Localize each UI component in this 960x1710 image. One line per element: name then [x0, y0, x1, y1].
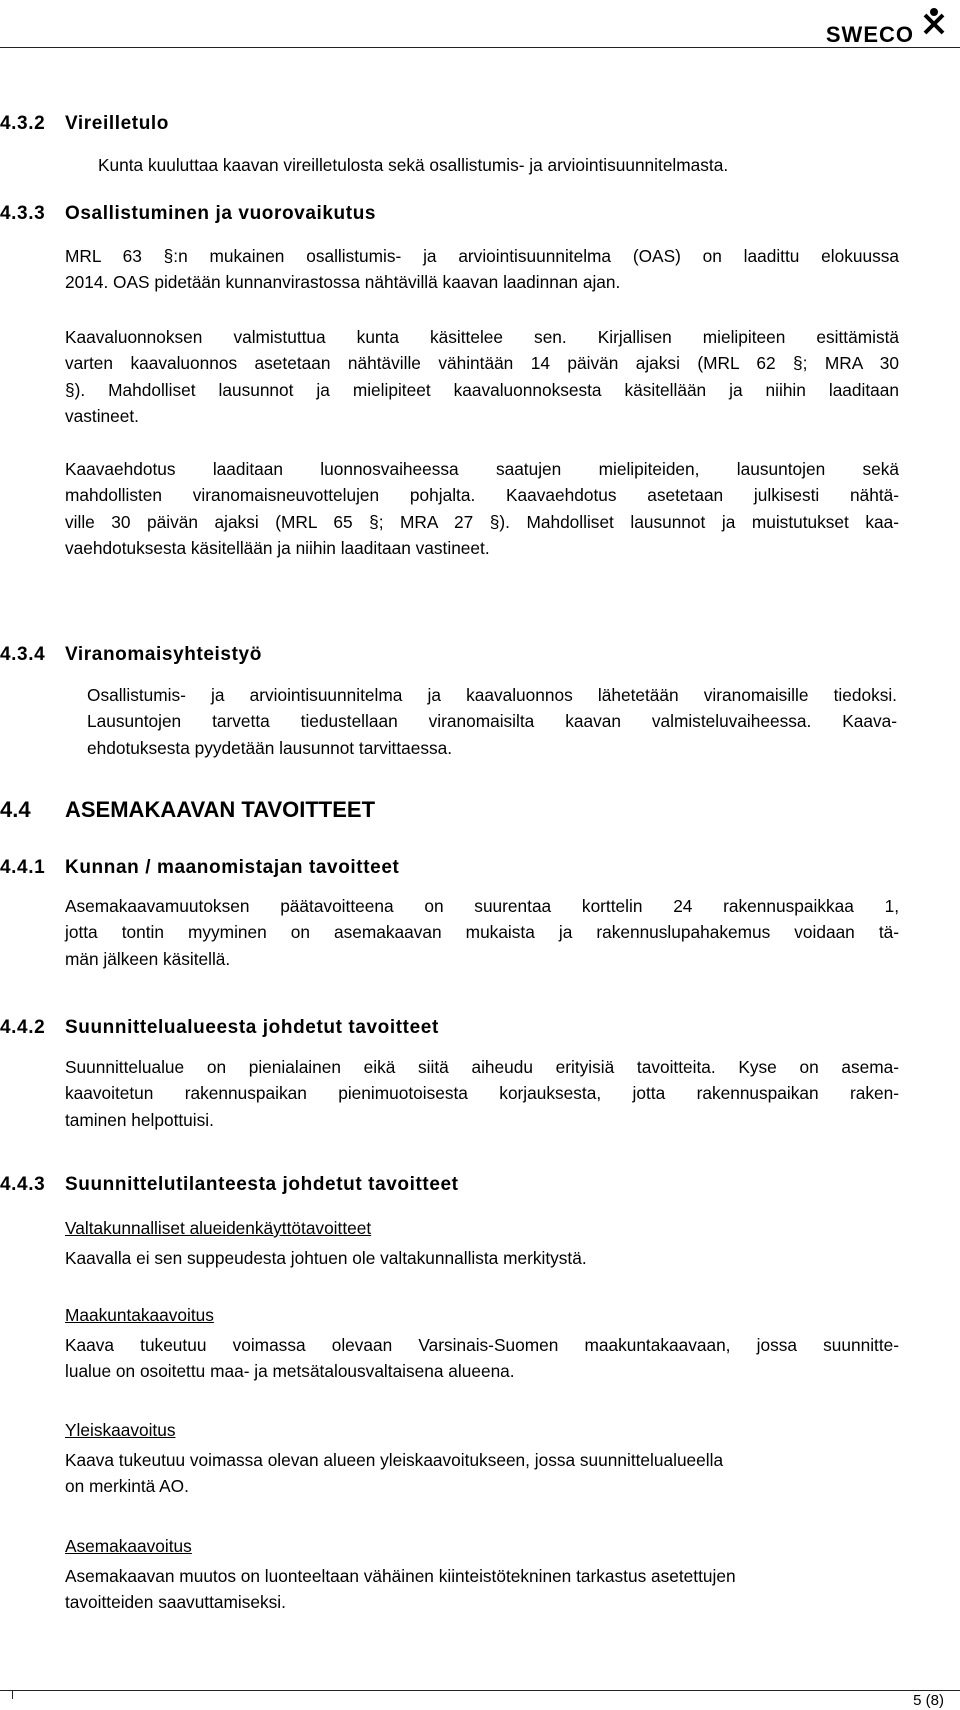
subheading-yleiskaavoitus: Yleiskaavoitus: [65, 1420, 176, 1440]
text-line: lualue on osoitettu maa- ja metsätalousvaltaisena alueena.: [65, 1361, 515, 1382]
section-number: 4.4.3: [0, 1174, 46, 1195]
paragraph: [65, 324, 899, 429]
text-line: Kaavalla ei sen suppeudesta johtuen ole valtakunnallista merkitystä.: [65, 1248, 587, 1268]
text-line: Kunta kuuluttaa kaavan vireilletulosta sekä osallistumis- ja arviointisuunnitelmasta.: [98, 155, 729, 175]
section-number: 4.3.4: [0, 644, 46, 665]
section-number: 4.3.3: [0, 203, 46, 224]
text-line: Suunnittelualue on pienialainen eikä siitä aiheudu erityisiä tavoitteita. Kyse on asema-: [65, 1057, 899, 1077]
text-line: Asemakaavamuutoksen päätavoitteena on suurentaa korttelin 24 rakennuspaikkaa 1,: [65, 896, 899, 916]
section-title: Kunnan / maanomistajan tavoitteet: [65, 857, 400, 878]
paragraph: [65, 1332, 899, 1385]
paragraph: [65, 1563, 899, 1616]
paragraph: [65, 893, 899, 972]
text-line: on merkintä AO.: [65, 1476, 189, 1497]
text-line: jotta tontin myyminen on asemakaavan mukaista ja rakennuslupahakemus voidaan tä-: [65, 922, 899, 943]
paragraph: [65, 456, 899, 561]
text-line: 2014. OAS pidetään kunnanvirastossa nähtävillä kaavan laadinnan ajan.: [65, 272, 621, 293]
text-line: MRL 63 §:n mukainen osallistumis- ja arviointisuunnitelma (OAS) on laadittu elokuussa: [65, 246, 899, 266]
page-number: 5 (8): [913, 1692, 944, 1709]
section-title: Suunnittelutilanteesta johdetut tavoitteet: [65, 1174, 459, 1195]
section-number: 4.3.2: [0, 113, 46, 134]
text-line: vastineet.: [65, 405, 139, 426]
sweco-emblem-icon: [916, 6, 952, 42]
text-line: mahdollisten viranomaisneuvottelujen pohjalta. Kaavaehdotus asetetaan julkisesti nähtä-: [65, 485, 899, 506]
text-line: Asemakaavan muutos on luonteeltaan vähäinen kiinteistötekninen tarkastus asetettujen: [65, 1566, 736, 1586]
text-line: Kaavaehdotus laaditaan luonnosvaiheessa saatujen mielipiteiden, lausuntojen sekä: [65, 459, 899, 479]
text-line: tavoitteiden saavuttamiseksi.: [65, 1592, 286, 1613]
heading-4-3-3: [0, 203, 376, 225]
heading-4-4: [0, 797, 375, 823]
text-line: Osallistumis- ja arviointisuunnitelma ja kaavaluonnos lähetetään viranomaisille tiedoksi.: [87, 685, 897, 705]
paragraph: [65, 1245, 899, 1271]
subheading-valtakunnalliset: Valtakunnalliset alueidenkäyttötavoitteet: [65, 1218, 372, 1238]
section-number: 4.4.2: [0, 1017, 46, 1038]
footer-tick: [12, 1690, 13, 1699]
subheading-asemakaavoitus: Asemakaavoitus: [65, 1536, 192, 1556]
section-title: Viranomaisyhteistyö: [65, 644, 262, 665]
paragraph: [98, 152, 878, 178]
heading-4-4-2: [0, 1017, 439, 1039]
paragraph: [87, 682, 897, 761]
text-line: Kaava tukeutuu voimassa olevan alueen yleiskaavoitukseen, jossa suunnittelualueella: [65, 1450, 724, 1470]
section-title: ASEMAKAAVAN TAVOITTEET: [65, 797, 376, 822]
header-rule: [0, 47, 960, 48]
text-line: kaavoitetun rakennuspaikan pienimuotoisesta korjauksesta, jotta rakennuspaikan raken-: [65, 1083, 899, 1104]
paragraph: [65, 1054, 899, 1133]
text-line: §). Mahdolliset lausunnot ja mielipiteet kaavaluonnoksesta käsitellään ja niihin laaditaan: [65, 379, 899, 400]
section-number: 4.4.1: [0, 857, 46, 878]
section-title: Vireilletulo: [65, 113, 169, 134]
heading-4-3-4: [0, 644, 262, 666]
logo-wordmark: SWECO: [825, 22, 914, 47]
section-title: Suunnittelualueesta johdetut tavoitteet: [65, 1017, 439, 1038]
text-line: Lausuntojen tarvetta tiedustellaan viranomaisilta kaavan valmisteluvaiheessa. Kaava-: [87, 711, 897, 732]
text-line: ville 30 päivän ajaksi (MRL 65 §; MRA 27 §). Mahdolliset lausunnot ja muistutukset kaa-: [65, 511, 899, 532]
text-line: män jälkeen käsitellä.: [65, 948, 231, 969]
text-line: ehdotuksesta pyydetään lausunnot tarvittaessa.: [87, 737, 453, 758]
text-line: vaehdotuksesta käsitellään ja niihin laaditaan vastineet.: [65, 537, 490, 558]
footer-rule: [0, 1690, 960, 1691]
sweco-logo: [826, 6, 952, 48]
subheading-maakuntakaavoitus: Maakuntakaavoitus: [65, 1305, 214, 1325]
text-line: Kaavaluonnoksen valmistuttua kunta käsittelee sen. Kirjallisen mielipiteen esittämistä: [65, 327, 899, 347]
paragraph: [65, 1447, 899, 1500]
text-line: varten kaavaluonnos asetetaan nähtäville vähintään 14 päivän ajaksi (MRL 62 §; MRA 30: [65, 353, 899, 374]
heading-4-3-2: [0, 113, 169, 135]
heading-4-4-3: [0, 1174, 459, 1196]
text-line: Kaava tukeutuu voimassa olevaan Varsinais-Suomen maakuntakaavaan, jossa suunnitte-: [65, 1335, 899, 1355]
section-title: Osallistuminen ja vuorovaikutus: [65, 203, 377, 224]
paragraph: [65, 243, 899, 296]
heading-4-4-1: [0, 857, 399, 879]
text-line: taminen helpottuisi.: [65, 1109, 214, 1130]
section-number: 4.4: [0, 797, 31, 822]
